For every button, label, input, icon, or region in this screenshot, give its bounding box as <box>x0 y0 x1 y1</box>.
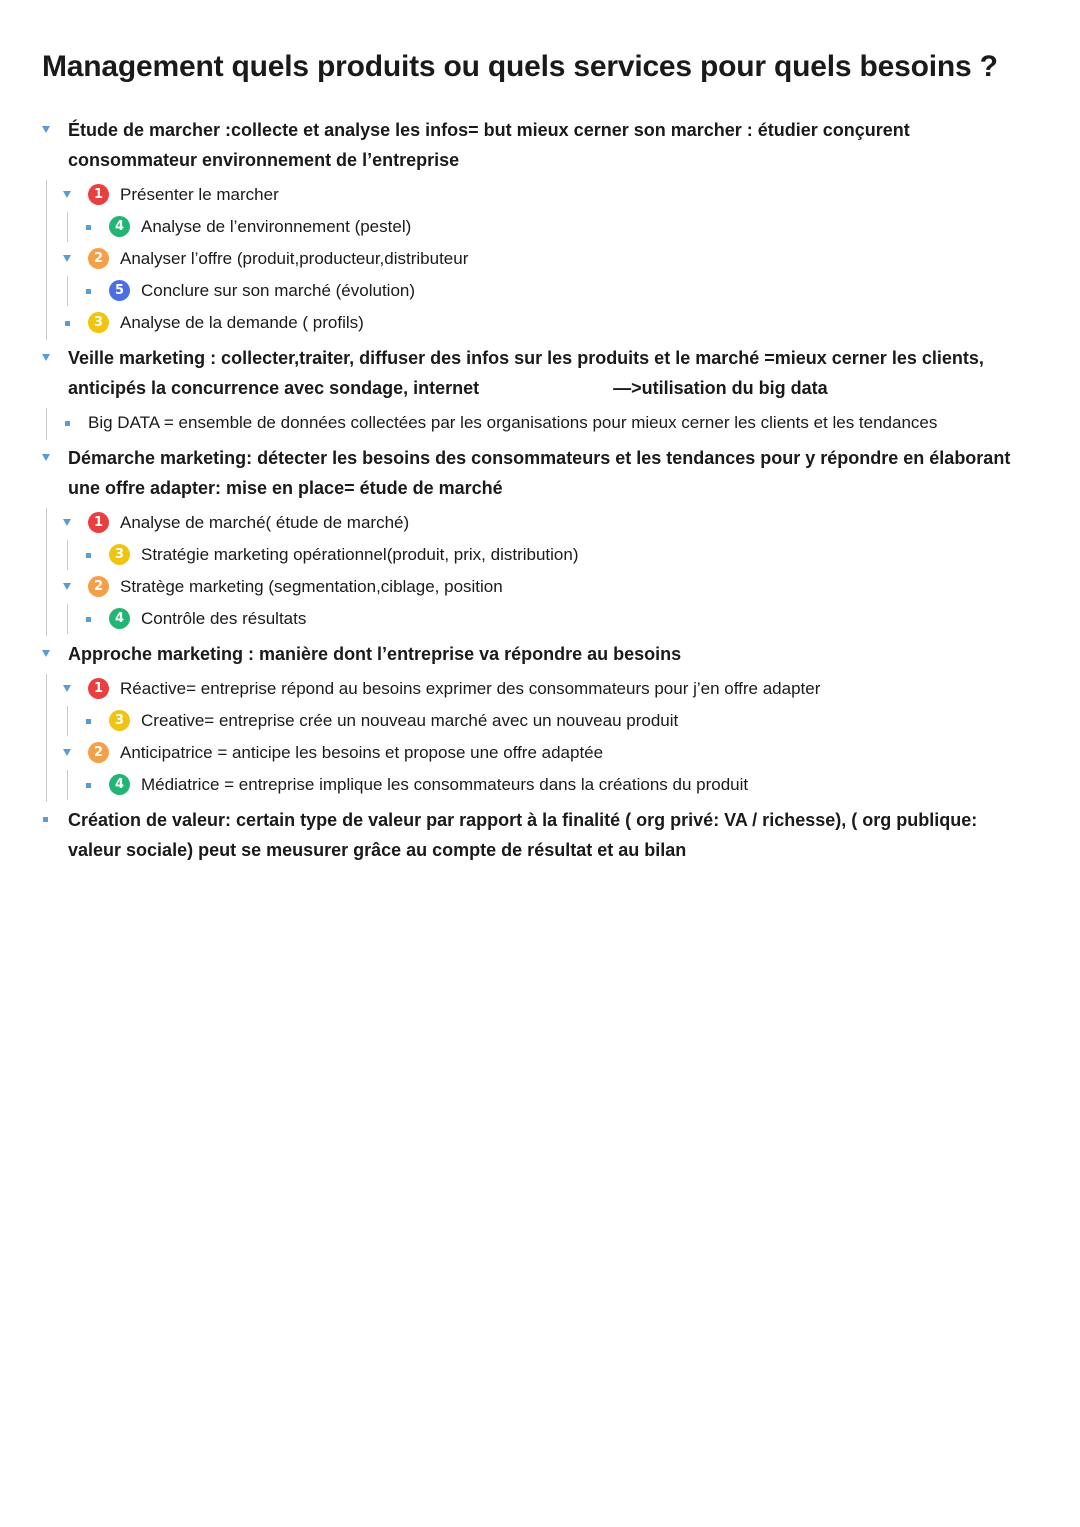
number-2-icon: 2 <box>88 576 109 597</box>
list-item: Creative= entreprise crée un nouveau marché avec un nouveau produit <box>141 711 679 730</box>
bullet-icon <box>86 783 91 788</box>
indent-guide <box>67 276 68 306</box>
bullet-icon <box>86 617 91 622</box>
number-5-icon: 5 <box>109 280 130 301</box>
number-2-icon: 2 <box>88 248 109 269</box>
list-item: Analyser l’offre (produit,producteur,distributeur <box>120 249 469 268</box>
section-heading-line: consommateur environnement de l’entreprise <box>68 150 460 170</box>
bullet-icon <box>43 817 48 822</box>
list-item: Conclure sur son marché (évolution) <box>141 281 416 300</box>
section-heading-text: —>utilisation du big data <box>613 378 828 398</box>
indent-guide <box>46 408 47 440</box>
collapse-toggle-icon[interactable] <box>42 354 50 361</box>
section-heading-line: Veille marketing : collecter,traiter, diffuser des infos sur les produits et le marché =mieux cerner les clients, <box>68 348 984 368</box>
section-heading-line: Approche marketing : manière dont l’entreprise va répondre au besoins <box>68 644 682 664</box>
indent-guide <box>46 674 47 802</box>
list-item: Stratégie marketing opérationnel(produit, prix, distribution) <box>141 545 579 564</box>
number-1-icon: 1 <box>88 678 109 699</box>
number-2-icon: 2 <box>88 742 109 763</box>
section-heading-line: Démarche marketing: détecter les besoins des consommateurs et les tendances pour y répondre en élaborant <box>68 448 1011 468</box>
indent-guide <box>67 540 68 570</box>
bullet-icon <box>86 719 91 724</box>
collapse-toggle-icon[interactable] <box>63 519 71 526</box>
section-heading-line: Création de valeur: certain type de valeur par rapport à la finalité ( org privé: VA / richesse), ( org publique: <box>68 810 978 830</box>
indent-guide <box>67 212 68 242</box>
indent-guide <box>46 508 47 636</box>
list-item: Analyse de marché( étude de marché) <box>120 513 410 532</box>
section-heading-line: valeur sociale) peut se meusurer grâce au compte de résultat et au bilan <box>68 840 687 860</box>
indent-guide <box>67 770 68 800</box>
list-item: Analyse de la demande ( profils) <box>120 313 364 332</box>
number-1-icon: 1 <box>88 512 109 533</box>
bullet-icon <box>86 553 91 558</box>
collapse-toggle-icon[interactable] <box>63 191 71 198</box>
list-item: Stratège marketing (segmentation,ciblage, position <box>120 577 503 596</box>
indent-guide <box>67 706 68 736</box>
list-item: Présenter le marcher <box>120 185 279 204</box>
collapse-toggle-icon[interactable] <box>63 255 71 262</box>
list-item: Big DATA = ensemble de données collectées par les organisations pour mieux cerner les clients et les tendances <box>88 413 938 432</box>
section-heading-line: Étude de marcher :collecte et analyse les infos= but mieux cerner son marcher : étudier conçurent <box>68 120 910 140</box>
section-heading-text: anticipés la concurrence avec sondage, internet <box>68 378 480 398</box>
indent-guide <box>67 604 68 634</box>
list-item: Anticipatrice = anticipe les besoins et propose une offre adaptée <box>120 743 604 762</box>
number-4-icon: 4 <box>109 774 130 795</box>
number-3-icon: 3 <box>109 710 130 731</box>
page-title: Management quels produits ou quels services pour quels besoins ? <box>42 50 998 83</box>
list-item: Médiatrice = entreprise implique les consommateurs dans la créations du produit <box>141 775 749 794</box>
collapse-toggle-icon[interactable] <box>63 583 71 590</box>
list-item: Réactive= entreprise répond au besoins exprimer des consommateurs pour j’en offre adapter <box>120 679 821 698</box>
number-3-icon: 3 <box>88 312 109 333</box>
collapse-toggle-icon[interactable] <box>63 749 71 756</box>
bullet-icon <box>65 421 70 426</box>
section-heading-line: une offre adapter: mise en place= étude de marché <box>68 478 503 498</box>
number-4-icon: 4 <box>109 608 130 629</box>
number-4-icon: 4 <box>109 216 130 237</box>
collapse-toggle-icon[interactable] <box>42 650 50 657</box>
number-3-icon: 3 <box>109 544 130 565</box>
collapse-toggle-icon[interactable] <box>63 685 71 692</box>
list-item: Contrôle des résultats <box>141 609 307 628</box>
list-item: Analyse de l’environnement (pestel) <box>141 217 412 236</box>
collapse-toggle-icon[interactable] <box>42 126 50 133</box>
bullet-icon <box>86 289 91 294</box>
bullet-icon <box>86 225 91 230</box>
indent-guide <box>46 180 47 340</box>
collapse-toggle-icon[interactable] <box>42 454 50 461</box>
number-1-icon: 1 <box>88 184 109 205</box>
bullet-icon <box>65 321 70 326</box>
section-heading-line <box>68 373 828 403</box>
